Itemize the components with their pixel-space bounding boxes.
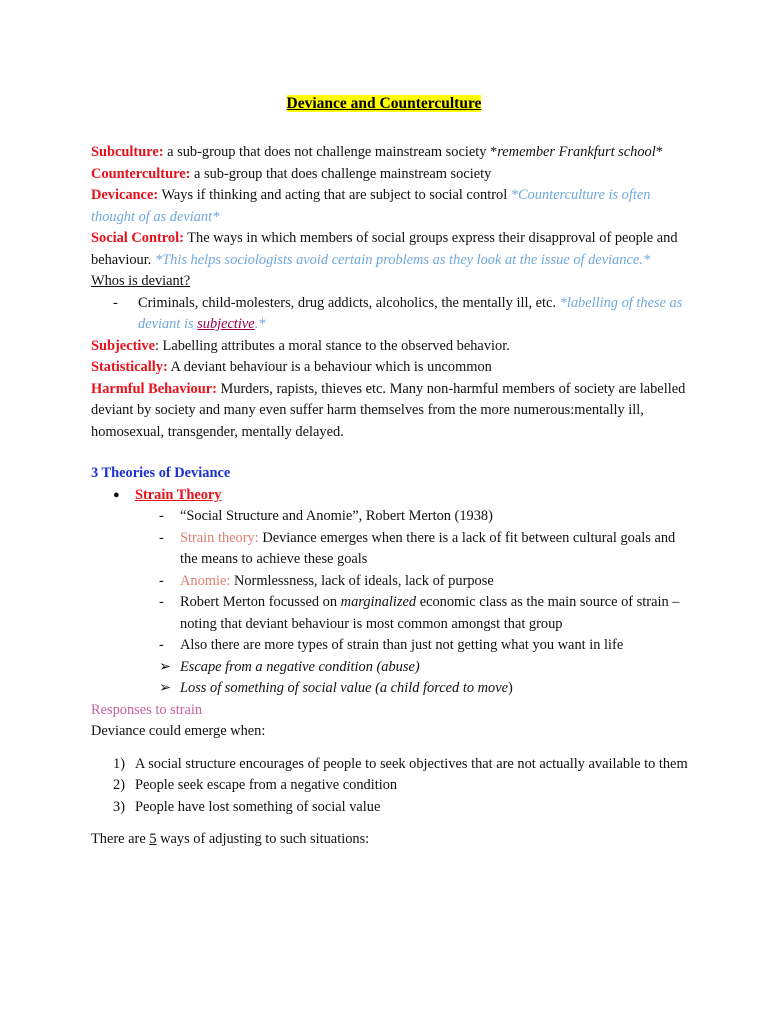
subculture-term: Subculture:	[91, 144, 164, 160]
list-item-text: People seek escape from a negative condition	[135, 777, 398, 793]
list-item-text: People have lost something of social value	[135, 798, 381, 815]
harmful-text: Murders, rapists, thieves etc. Many non-harmful members of society are labelled deviant by society and many even suffer harm themselves from the more numerous:mentally ill, homosexual, transgender, mentally delayed.	[91, 380, 686, 440]
deviant-list-item	[91, 293, 691, 336]
list-item-text: A social structure encourages of people to seek objectives that are not actually available to them	[135, 755, 688, 772]
arrow-item-1-text: Escape from a negative condition (abuse)	[180, 658, 420, 675]
strain-item-4-pre: Robert Merton focussed on	[180, 594, 341, 610]
arrow-icon: ➢	[159, 680, 172, 696]
strain-item-4	[91, 592, 691, 635]
list-item	[91, 775, 691, 797]
strain-item-4-em: marginalized	[340, 594, 417, 610]
closing-line	[91, 829, 691, 851]
deviant-list-text: Criminals, child-molesters, drug addicts, alcoholics, the mentally ill, etc.	[138, 294, 560, 311]
list-item	[91, 754, 691, 776]
harmful-behaviour-definition	[91, 379, 691, 444]
closing-post: ways of adjusting to such situations:	[156, 831, 370, 847]
subjective-term: Subjective	[91, 337, 155, 354]
arrow-item-2-end: )	[508, 680, 513, 696]
arrow-icon: ➢	[159, 658, 172, 675]
strain-item-3	[91, 571, 691, 593]
counterculture-text: a sub-group that does challenge mainstream society	[190, 165, 492, 182]
strain-theory-term: Strain theory:	[180, 529, 259, 546]
counterculture-term: Counterculture:	[91, 165, 191, 182]
social-control-note: *This helps sociologists avoid certain problems as they look at the issue of deviance.*	[154, 251, 651, 268]
arrow-item-2-text: Loss of something of social value (a child forced to move	[180, 680, 509, 696]
statistically-definition	[91, 357, 691, 379]
statistically-text: A deviant behaviour is a behaviour which is uncommon	[167, 359, 492, 375]
social-control-text: The ways in which members of social groups express their disapproval of people and behaviour.	[91, 230, 678, 268]
strain-item-5	[91, 635, 691, 657]
theories-heading: 3 Theories of Deviance	[91, 465, 231, 481]
dash-marker: -	[159, 508, 164, 524]
closing-pre: There are	[91, 831, 150, 847]
social-control-term: Social Control:	[91, 230, 184, 246]
list-number: 1)	[113, 755, 125, 772]
deviant-list-note-end: .*	[254, 316, 266, 332]
social-control-definition	[91, 228, 691, 271]
strain-item-2-text: Deviance emerges when there is a lack of fit between cultural goals and the means to achieve these goals	[180, 529, 676, 567]
list-number: 2)	[113, 777, 125, 793]
counterculture-definition	[91, 164, 691, 186]
strain-item-3-text: Normlessness, lack of ideals, lack of purpose	[230, 572, 494, 589]
subjective-link: subjective	[197, 316, 255, 332]
subculture-text: a sub-group that does not challenge mainstream society *	[163, 144, 498, 160]
devicance-term: Devicance:	[91, 187, 159, 203]
anomie-term: Anomie:	[180, 572, 231, 589]
strain-item-5-text: Also there are more types of strain than just not getting what you want in life	[180, 637, 624, 653]
dash-marker: -	[159, 594, 164, 610]
statistically-term: Statistically:	[91, 359, 168, 375]
devicance-text: Ways if thinking and acting that are subject to social control	[158, 187, 511, 203]
strain-theory-label: Strain Theory	[135, 486, 222, 503]
deviant-list-note: *labelling of these as deviant is	[138, 294, 683, 332]
arrow-item-2	[91, 678, 691, 700]
bullet-marker: ●	[113, 488, 120, 501]
document-body	[91, 142, 691, 851]
responses-heading: Responses to strain	[91, 701, 203, 718]
responses-intro: Deviance could emerge when:	[91, 723, 266, 739]
strain-item-2	[91, 528, 691, 571]
dash-marker: -	[159, 572, 164, 589]
strain-item-1-text: “Social Structure and Anomie”, Robert Merton (1938)	[180, 508, 493, 524]
list-number: 3)	[113, 798, 125, 815]
whos-deviant-heading: Whos is deviant?	[91, 273, 191, 289]
strain-theory-bullet	[91, 485, 691, 507]
closing-number: 5	[149, 831, 157, 847]
subculture-note: remember Frankfurt school	[497, 144, 656, 160]
devicance-note: *Counterculture is often thought of as deviant*	[91, 187, 651, 225]
page-title: Deviance and Counterculture	[286, 95, 482, 112]
subculture-end: *	[655, 144, 663, 160]
list-item	[91, 797, 691, 819]
dash-marker: -	[113, 294, 118, 311]
title-block	[0, 93, 768, 116]
subculture-definition	[91, 142, 691, 164]
strain-item-1	[91, 506, 691, 528]
responses-list	[91, 754, 691, 819]
subjective-definition	[91, 336, 691, 358]
subjective-text: : Labelling attributes a moral stance to the observed behavior.	[154, 337, 510, 354]
strain-item-4-post: economic class as the main source of strain – noting that deviant behaviour is most common amongst that group	[180, 594, 680, 632]
harmful-term: Harmful Behaviour:	[91, 380, 217, 397]
arrow-item-1	[91, 657, 691, 679]
dash-marker: -	[159, 637, 164, 653]
dash-marker: -	[159, 529, 164, 546]
devicance-definition	[91, 185, 691, 228]
